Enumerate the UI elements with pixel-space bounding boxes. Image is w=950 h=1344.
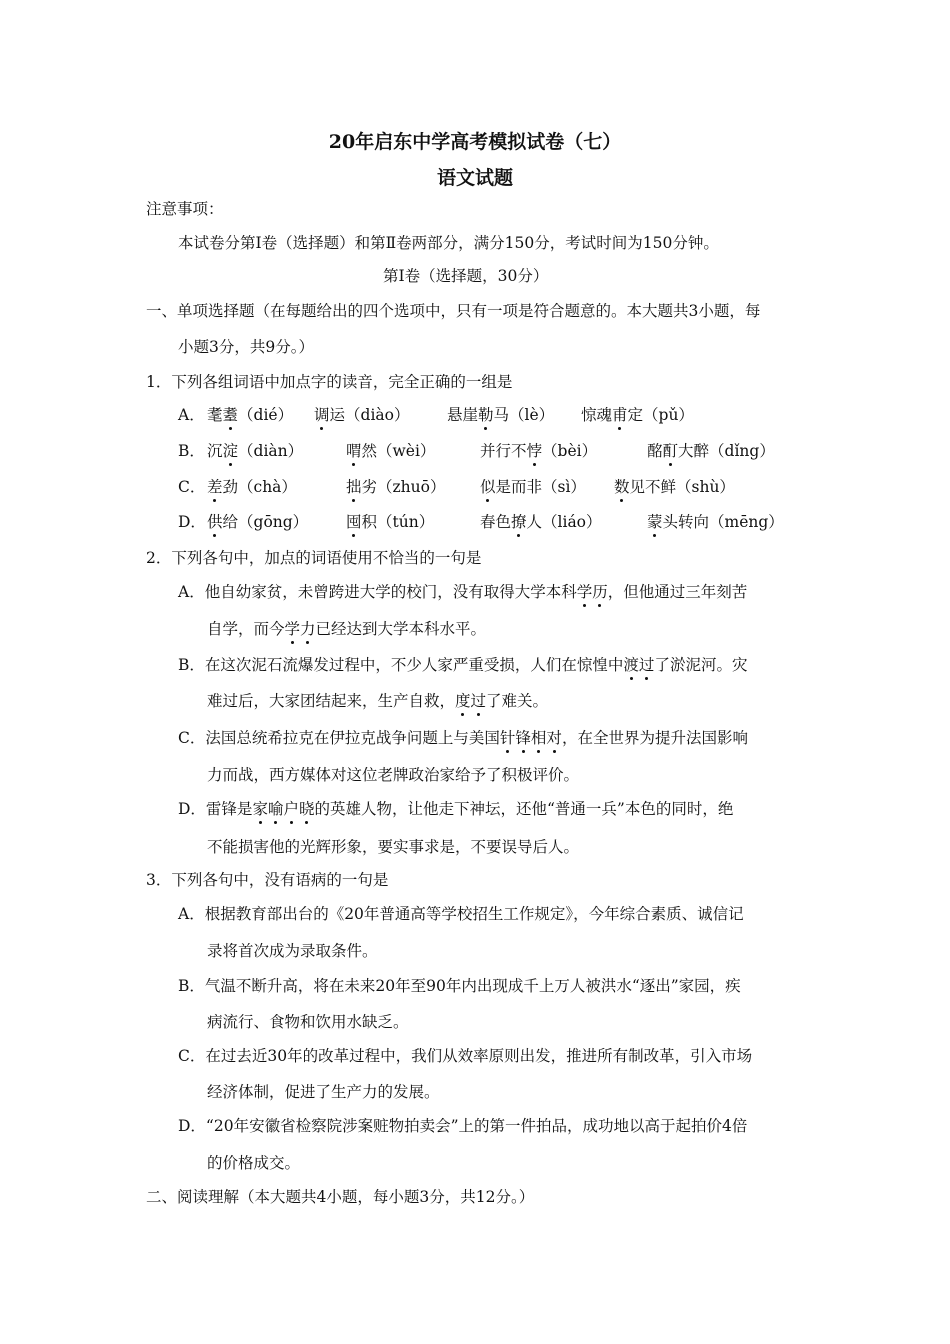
- word-item: [480, 477, 586, 497]
- word-part: 头转向（mēng）: [662, 513, 784, 531]
- q1-stem: 1．下列各组词语中加点字的读音，完全正确的一组是: [146, 373, 513, 391]
- word-part: 耄: [207, 406, 223, 424]
- q3-option-b-line1: B．气温不断升高，将在未来20年至90年内出现成千上万人被洪水“逐出”家园，疾: [178, 977, 741, 995]
- section1-instruction-line1: 一、单项选择题（在每题给出的四个选项中，只有一项是符合题意的。本大题共3小题，每: [146, 302, 761, 320]
- emphasis-char: 针: [499, 729, 516, 747]
- option-label: D．: [178, 513, 206, 531]
- q3-option-c-line2: 经济体制，促进了生产力的发展。: [207, 1083, 440, 1101]
- emphasis-char: 甫: [612, 406, 628, 424]
- word-part: 是而非（sì）: [495, 478, 586, 496]
- q3-option-a-line2: 录将首次成为录取条件。: [207, 942, 378, 960]
- word-part: 积（tún）: [361, 513, 435, 531]
- word-part: 惊魂: [581, 406, 613, 424]
- emphasis-char: 拙: [346, 478, 362, 496]
- text-part: ，但他通过三年刻苦: [607, 583, 748, 601]
- emphasis-char: 过: [470, 692, 487, 710]
- notes-text: 本试卷分第Ⅰ卷（选择题）和第Ⅱ卷两部分，满分150分，考试时间为150分钟。: [178, 234, 719, 252]
- q2-stem: 2．下列各句中，加点的词语使用不恰当的一句是: [146, 549, 482, 567]
- word-part: 酩: [647, 442, 663, 460]
- emphasis-char: 调: [314, 406, 330, 424]
- word-part: 沉: [207, 442, 223, 460]
- word-part: 劣（zhuō）: [361, 478, 446, 496]
- text-part: 难过后，大家团结起来，生产自救，: [207, 692, 456, 710]
- word-item: [346, 477, 445, 497]
- word-item: [346, 512, 434, 532]
- notes-label: 注意事项：: [146, 200, 224, 218]
- q2-option-b-line1: [178, 655, 747, 675]
- emphasis-char: 喟: [346, 442, 362, 460]
- text-part: 了难关。: [486, 692, 549, 710]
- emphasis-char: 晓: [298, 800, 315, 818]
- emphasis-char: 相: [530, 729, 547, 747]
- word-item: [614, 477, 735, 497]
- emphasis-char: 学: [576, 583, 593, 601]
- word-item: [346, 441, 435, 461]
- emphasis-char: 历: [592, 583, 608, 601]
- text-part: ，在全世界为提升法国影响: [561, 729, 748, 747]
- word-part: 并行不: [480, 442, 527, 460]
- emphasis-char: 学: [284, 620, 301, 638]
- part1-heading: 第Ⅰ卷（选择题，30分）: [383, 267, 549, 285]
- word-item: [207, 441, 303, 461]
- word-item: [480, 512, 602, 532]
- word-item: [207, 512, 308, 532]
- word-item: [447, 405, 554, 425]
- q2-option-b-line2: [207, 691, 548, 711]
- word-part: 运（diào）: [329, 406, 410, 424]
- q2-option-d-line2: 不能损害他的光辉形象，要实事求是，不要误导后人。: [207, 838, 580, 856]
- option-label: A．: [178, 406, 205, 424]
- word-part: 定（pǔ）: [627, 406, 694, 424]
- word-part: 劲（chà）: [222, 478, 297, 496]
- word-item: [647, 512, 784, 532]
- word-part: （dié）: [238, 406, 294, 424]
- part2-heading: 二、阅读理解（本大题共4小题，每小题3分，共12分。）: [146, 1188, 535, 1206]
- q2-option-c-line1: [178, 728, 748, 748]
- word-item: [207, 477, 297, 497]
- q3-option-b-line2: 病流行、食物和饮用水缺乏。: [207, 1013, 409, 1031]
- emphasis-char: 户: [283, 800, 299, 818]
- word-part: 春色: [480, 513, 512, 531]
- emphasis-char: 淀: [222, 442, 239, 460]
- text-part: A．他自幼家贫，未曾跨进大学的校门，没有取得大学本科: [178, 583, 577, 601]
- emphasis-char: 囤: [346, 513, 362, 531]
- q3-option-c-line1: C．在过去近30年的改革过程中，我们从效率原则出发，推进所有制改革，引入市场: [178, 1047, 753, 1065]
- emphasis-char: 耋: [222, 406, 239, 424]
- emphasis-char: 锋: [515, 729, 531, 747]
- emphasis-char: 数: [614, 478, 630, 496]
- word-item: [647, 441, 775, 461]
- emphasis-char: 渡: [623, 656, 639, 674]
- exam-subtitle: 语文试题: [436, 167, 513, 189]
- word-part: 见不鲜（shù）: [629, 478, 735, 496]
- word-item: [207, 405, 293, 425]
- option-label: C．: [178, 478, 206, 496]
- word-item: [480, 441, 597, 461]
- word-item: [581, 405, 694, 425]
- emphasis-char: 度: [455, 692, 471, 710]
- emphasis-char: 过: [638, 656, 655, 674]
- q2-option-d-line1: [178, 799, 733, 819]
- q3-option-d-line1: D．“20年安徽省检察院涉案赃物拍卖会”上的第一件拍品，成功地以高于起拍价4倍: [178, 1117, 748, 1135]
- emphasis-char: 对: [546, 729, 562, 747]
- q2-option-a-line1: [178, 582, 747, 602]
- section1-instruction-line2: 小题3分，共9分。）: [178, 338, 314, 356]
- word-part: （diàn）: [238, 442, 304, 460]
- emphasis-char: 撩: [511, 513, 527, 531]
- emphasis-char: 力: [300, 620, 316, 638]
- word-part: （bèi）: [542, 442, 598, 460]
- q3-stem: 3．下列各句中，没有语病的一句是: [146, 871, 389, 889]
- word-part: 大醉（dǐng）: [678, 442, 775, 460]
- word-item: [314, 405, 409, 425]
- emphasis-char: 家: [252, 800, 268, 818]
- text-part: D．雷锋是: [178, 800, 253, 818]
- emphasis-char: 供: [207, 513, 223, 531]
- q2-option-a-line2: [207, 619, 486, 639]
- text-part: 了淤泥河。灾: [654, 656, 748, 674]
- word-part: 马（lè）: [493, 406, 555, 424]
- text-part: C．法国总统希拉克在伊拉克战争问题上与美国: [178, 729, 500, 747]
- q3-option-d-line2: 的价格成交。: [207, 1154, 301, 1172]
- option-label: B．: [178, 442, 205, 460]
- q3-option-a-line1: A．根据教育部出台的《20年普通高等学校招生工作规定》，今年综合素质、诚信记: [178, 905, 744, 923]
- text-part: 的英雄人物，让他走下神坛，还他“普通一兵”本色的同时，绝: [314, 800, 734, 818]
- text-part: B．在这次泥石流爆发过程中，不少人家严重受损，人们在惊惶中: [178, 656, 624, 674]
- text-part: 自学，而今: [207, 620, 285, 638]
- emphasis-char: 酊: [662, 442, 679, 460]
- q2-option-c-line2: 力而战，西方媒体对这位老牌政治家给予了积极评价。: [207, 766, 580, 784]
- word-part: 然（wèi）: [361, 442, 436, 460]
- emphasis-char: 勒: [478, 406, 494, 424]
- emphasis-char: 差: [207, 478, 223, 496]
- text-part: 已经达到大学本科水平。: [315, 620, 487, 638]
- word-part: 人（liáo）: [526, 513, 602, 531]
- emphasis-char: 悖: [526, 442, 543, 460]
- exam-title: 20年启东中学高考模拟试卷（七）: [328, 131, 622, 153]
- emphasis-char: 似: [480, 478, 496, 496]
- emphasis-char: 蒙: [647, 513, 663, 531]
- emphasis-char: 喻: [267, 800, 284, 818]
- word-part: 给（gōng）: [222, 513, 309, 531]
- word-part: 悬崖: [447, 406, 479, 424]
